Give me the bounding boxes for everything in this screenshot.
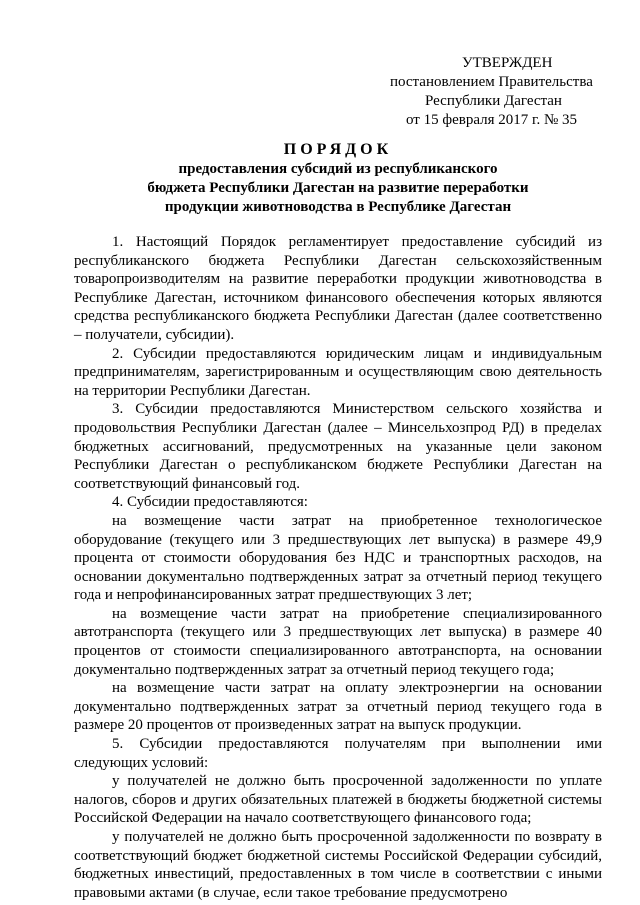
subtitle-line: предоставления субсидий из республиканского xyxy=(178,161,498,177)
subtitle-line: продукции животноводства в Республике Дагестан xyxy=(164,199,512,215)
paragraph-1: 1. Настоящий Порядок регламентирует предоставление субсидий из республиканского бюджета Республики Дагестан сельскохозяйственным товаропроизводителям на развитие переработки продукции животноводства в Республике Дагестан, источником финансового обеспечения которых являются средства республиканского бюджета Республики Дагестан (далее соответственно – получатели, субсидии). xyxy=(74,234,602,343)
approval-line-2: Республики Дагестан xyxy=(425,93,562,109)
document-body xyxy=(74,233,602,902)
document-subtitle xyxy=(74,160,602,217)
paragraph-5-item-2: у получателей не должно быть просроченной задолженности по возврату в соответствующий бюджет бюджетной системы Российской Федерации субсидий, бюджетных инвестиций, предоставленных в том числе в соответствии с иными правовыми актами (в случае, если такое требование предусмотрено xyxy=(74,829,602,901)
approval-stamp xyxy=(390,54,602,130)
paragraph-4: 4. Субсидии предоставляются: xyxy=(112,494,308,511)
subtitle-line: бюджета Республики Дагестан на развитие переработки xyxy=(147,180,529,196)
paragraph-5: 5. Субсидии предоставляются получателям при выполнении ими следующих условий: xyxy=(74,736,602,771)
paragraph-4-item-2: на возмещение части затрат на приобретение специализированного автотранспорта (текущего или 3 предшествующих лет выпуска) в размере 40 процентов от стоимости специализированного автотранспорта, на основании документально подтвержденных затрат за отчетный период текущего года; xyxy=(74,605,602,678)
document-title: ПОРЯДОК xyxy=(283,141,393,158)
paragraph-4-item-3: на возмещение части затрат на оплату электроэнергии на основании документально подтвержденных затрат за отчетный период текущего года в размере 20 процентов от произведенных затрат на выпуск продукции. xyxy=(74,680,602,734)
paragraph-5-item-1: у получателей не должно быть просроченной задолженности по уплате налогов, сборов и других обязательных платежей в бюджеты бюджетной системы Российской Федерации на начало соответствующего финансового года; xyxy=(74,773,602,827)
paragraph-3: 3. Субсидии предоставляются Министерством сельского хозяйства и продовольствия Республики Дагестан (далее – Минсельхозпрод РД) в пределах бюджетных ассигнований, предусмотренных на указанные цели законом Республики Дагестан о республиканском бюджете Республики Дагестан на соответствующий финансовый год. xyxy=(74,401,602,492)
paragraph-4-item-1: на возмещение части затрат на приобретенное технологическое оборудование (текущего или 3 предшествующих лет выпуска) в размере 49,9 процента от стоимости оборудования без НДС и транспортных расходов, на основании документально подтвержденных затрат за отчетный период текущего года и непрофинансированных затрат предшествующих 3 лет; xyxy=(74,512,602,604)
approval-line-1: постановлением Правительства xyxy=(390,74,593,90)
approval-heading: УТВЕРЖДЕН xyxy=(462,55,553,71)
paragraph-2: 2. Субсидии предоставляются юридическим лицам и индивидуальным предпринимателям, зарегистрированным и осуществляющим свою деятельность на территории Республики Дагестан. xyxy=(74,345,602,399)
approval-line-3: от 15 февраля 2017 г. № 35 xyxy=(406,112,578,128)
